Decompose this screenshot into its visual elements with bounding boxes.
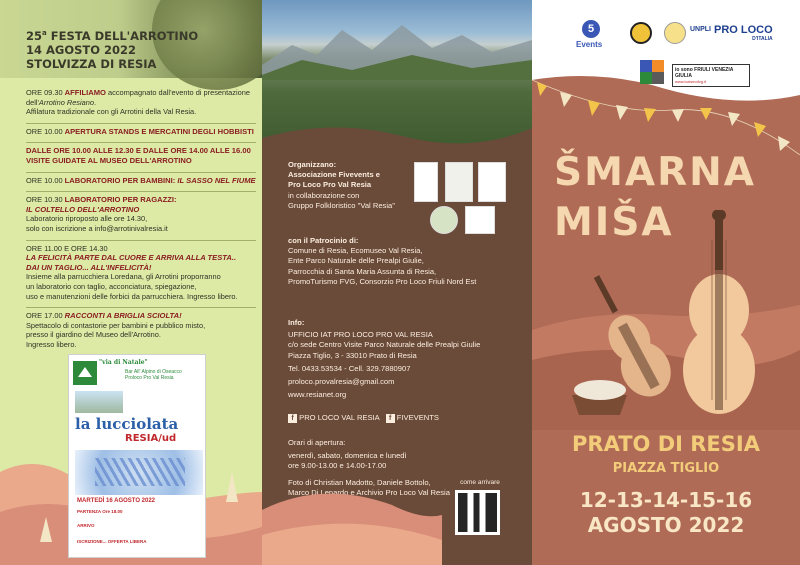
folk-violin-logo (630, 22, 652, 44)
social-links (288, 413, 524, 423)
organizers-block: Organizzano: Associazione Fivevents e Pro Loco Pro Val Resia in collaborazione con Gruppo Folkloristico "Val Resia" (288, 160, 395, 210)
bunting-flags (532, 60, 800, 155)
instruments-illustration (532, 210, 800, 430)
event-item: DALLE ORE 10.00 ALLE 12.30 E DALLE ORE 14.00 ALLE 16.00 VISITE GUIDATE AL MUSEO DELL'ARROTINO (26, 142, 256, 165)
event-dates: 12-13-14-15-16 (579, 488, 753, 512)
fb-proloco-link[interactable]: PRO LOCO VAL RESIA (299, 413, 380, 422)
fivevents-badge-icon: 5 (582, 20, 600, 38)
event-item: ORE 10.00 APERTURA STANDS E MERCATINI DEGLI HOBBISTI (26, 123, 256, 137)
poster-arrivo: ARRIVO (77, 523, 95, 528)
fivevents-logo: 5 Events (576, 20, 606, 50)
poster-date: MARTEDÌ 16 AGOSTO 2022 (77, 498, 156, 504)
poster-photo (75, 391, 123, 413)
event-place: PRATO DI RESIA (572, 432, 760, 456)
hill-edge (262, 118, 532, 158)
ecomuseo-logo (445, 162, 473, 202)
unpli-logo: UNPLI (690, 26, 711, 33)
comune-resia-logo (414, 162, 438, 202)
event-item: ORE 09.30 AFFILIAMO accompagnato dall'evento di presentazione dell'Arrotino Resiano. Affilatura tradizionale con gli Arrotini della Val Resia. (26, 88, 250, 117)
facebook-icon: f (386, 414, 395, 423)
parrocchia-logo (430, 206, 458, 234)
poster-bar: Bar All' Alpino di Oseacco Proloco Pro Val Resia (125, 369, 182, 381)
lilt-logo-icon (73, 361, 97, 385)
event-item: ORE 11.00 E ORE 14.30 LA FELICITÀ PARTE DAL CUORE E ARRIVA ALLA TESTA.. DAI UN TAGLIO... ALL'INFELICITÀ! Insieme alla parrucchiera Loredana, gli Arrotini proporranno un laboratorio con taglio, acconciatura, spiegazione, uso e manutenzioni delle forbici da parrucchiera. Ingresso libero. (26, 240, 256, 302)
poster-partenza: PARTENZA Ore 18.00 (77, 509, 123, 514)
event-item: ORE 17.00 RACCONTI A BRIGLIA SCIOLTA! Spettacolo di contastorie per bambini e pubblico misto, presso il giardino del Museo dell'Arrotino. Ingresso libero. (26, 307, 256, 349)
festival-title: 25$^a$ FESTA DELL'ARROTINO (26, 28, 199, 43)
festival-place: STOLVIZZA DI RESIA (26, 56, 157, 71)
lucciolata-poster (68, 354, 206, 558)
event-title-line2: MIŠA (554, 200, 674, 245)
proloco-italia-logo: PRO LOCO D'ITALIA (714, 24, 773, 42)
event-item: ORE 10.30 LABORATORIO PER RAGAZZI: IL COLTELLO DELL'ARROTINO Laboratorio riproposto alle ore 14.30, solo con iscrizione a info@arrotinivalresia.it (26, 191, 256, 233)
poster-title: la lucciolata (75, 415, 179, 433)
left-panel (0, 0, 262, 565)
fvg-tourism-logo: io sono FRIULI VENEZIA GIULIA www.turismofvg.it (672, 64, 750, 87)
festival-date: 14 AGOSTO 2022 (26, 42, 137, 57)
bottom-hills (262, 440, 532, 565)
events-list (26, 88, 256, 355)
folk-group-logo (478, 162, 506, 202)
poster-subtitle: RESIA/ud (125, 433, 177, 444)
event-month: AGOSTO 2022 (587, 513, 745, 537)
mountains-decoration (262, 20, 532, 80)
poster-via: "via di Natale" (99, 359, 148, 366)
opening-hours: Orari di apertura: venerdì, sabato, domenica e lunedì ore 9.00-13.00 e 14.00-17.00 (288, 438, 407, 471)
event-title-line1: ŠMARNA (554, 150, 756, 195)
parco-logo (465, 206, 495, 234)
poster-artwork (75, 450, 203, 495)
patronage-block: con il Patrocinio di: Comune di Resia, Ecomuseo Val Resia, Ente Parco Naturale delle Prealpi Giulie, Parrocchia di Santa Maria Assunta di Resia, PromoTurismo FVG, Consorzio Pro Loco Friuli Nord Est (288, 236, 477, 286)
come-arrivare-label: come arrivare (460, 479, 500, 486)
info-block: Info: UFFICIO IAT PRO LOCO PRO VAL RESIA c/o sede Centro Visite Parco Naturale delle Prealpi Giulie Piazza Tiglio, 3 - 33010 Prato di Resia Tel. 0433.53534 - Cell. 329.7880907 proloco.provalresia@gmail.com www.resianet.org (288, 318, 481, 400)
regione-fvg-logo (664, 22, 686, 44)
credits: Foto di Christian Madotto, Daniele Bottolo, Marco Di Lenardo e Archivio Pro Loco Val Resia (288, 478, 450, 498)
middle-panel (262, 0, 532, 565)
festival-heading (26, 26, 226, 71)
event-square: PIAZZA TIGLIO (612, 461, 720, 476)
event-item: ORE 10.00 LABORATORIO PER BAMBINI: IL SASSO NEL FIUME (26, 172, 256, 186)
facebook-icon: f (288, 414, 297, 423)
right-panel (532, 0, 800, 565)
fb-fivevents-link[interactable]: FIVEVENTS (396, 413, 439, 422)
poster-iscrizione: ISCRIZIONE... OFFERTA LIBERA (77, 539, 147, 544)
